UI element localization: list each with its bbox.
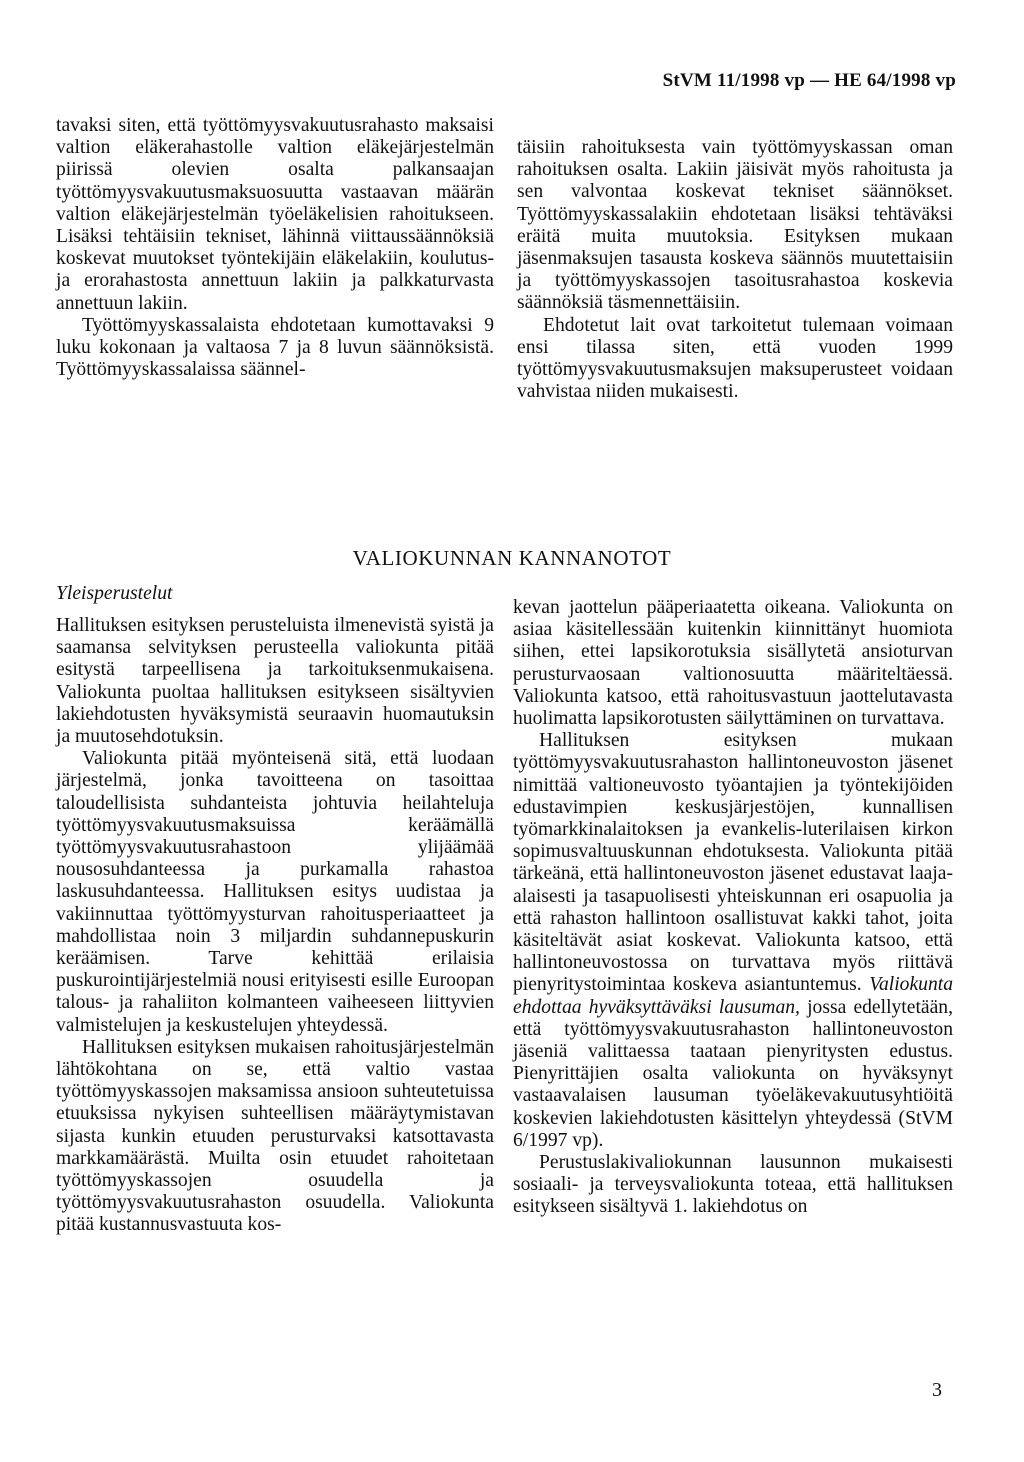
subheading: Yleisperustelut xyxy=(56,583,173,604)
page-number: 3 xyxy=(932,1379,942,1401)
paragraph: Perustuslakivaliokunnan lausunnon mukaisesti sosiaali- ja terveysvaliokunta toteaa, että hallituksen esitykseen sisältyvä 1. lakiehdotus on xyxy=(513,1152,953,1218)
italic-statement: Valiokunta ehdottaa hyväksyttäväksi lausuman, xyxy=(513,974,953,1018)
bottom-left-column xyxy=(56,583,494,1237)
paragraph-text: Hallituksen esityksen mukaan työttömyysvakuutusrahaston hallintoneuvoston jäsenet nimittää valtioneuvosto työantajien ja työntekijöiden edustavimpien keskusjärjestöjen, kunnallisen työmarkkinalaitoksen ja evankelis-luterilaisen kirkon sopimusvaltuuskunnan ehdotuksesta. Valiokunta pitää tärkeänä, että hallintoneuvoston jäsenet edustavat laaja-alaisesti ja tasapuolisesti yhteiskunnan eri osapuolia ja että rahaston hallintoon osallistuvat kakki tahot, joita käsiteltävät asiat koskevat. Valiokunta katsoo, että hallintoneuvostossa on turvattava myös riittävä pienyritystoimintaa koskeva asiantuntemus. xyxy=(513,730,953,996)
top-right-column xyxy=(517,137,953,403)
paragraph: kevan jaottelun pääperiaatetta oikeana. Valiokunta on asiaa käsitellessään kuitenkin kiinnittänyt huomiota siihen, ettei lapsikorotuksia sisällytetä ansioturvan perusturvaosaan valtionosuutta määriteltäessä. Valiokunta katsoo, että rahoitusvastuun jaottelutavasta huolimatta lapsikorotusten säilyttäminen on turvattava. xyxy=(513,597,953,730)
section-title: VALIOKUNNAN KANNANOTOT xyxy=(352,546,672,570)
running-header: StVM 11/1998 vp — HE 64/1998 vp xyxy=(662,70,956,91)
paragraph: Ehdotetut lait ovat tarkoitetut tulemaan voimaan ensi tilassa siten, että vuoden 1999 työttömyysvakuutusmaksujen maksuperusteet voidaan vahvistaa niiden mukaisesti. xyxy=(517,314,953,403)
paragraph: Työttömyyskassalaista ehdotetaan kumottavaksi 9 luku kokonaan ja valtaosa 7 ja 8 luvun säännöksistä. Työttömyyskassalaissa säännel- xyxy=(56,314,494,381)
paragraph: Hallituksen esityksen perusteluista ilmenevistä syistä ja saamansa selvityksen perusteella valiokunta pitää esitystä tarpeellisena ja tarkoituksenmukaisena. Valiokunta puoltaa hallituksen esitykseen sisältyvien lakiehdotusten hyväksymistä seuraavin huomautuksin ja muutosehdotuksin. xyxy=(56,615,494,748)
paragraph xyxy=(513,730,953,1152)
paragraph: täisiin rahoituksesta vain työttömyyskassan oman rahoituksen osalta. Lakiin jäisivät myös rahoitusta ja sen valvontaa koskevat tekniset säännökset. Työttömyyskassalakiin ehdotetaan lisäksi tehtäväksi eräitä muita muutoksia. Esityksen mukaan jäsenmaksujen tasausta koskeva säännös muutettaisiin ja työttömyyskassojen tasoitusrahastoa koskevia säännöksiä täsmennettäisiin. xyxy=(517,137,953,314)
paragraph: Hallituksen esityksen mukaisen rahoitusjärjestelmän lähtökohtana on se, että valtio vastaa työttömyyskassojen maksamissa ansioon suhteutetuissa etuuksissa nykyisen suhteellisen määräytymistavan sijasta kunkin etuuden perusturvaksi katsottavasta markkamäärästä. Muilta osin etuudet rahoitetaan työttömyyskassojen osuudella ja työttömyysvakuutusrahaston osuudella. Valiokunta pitää kustannusvastuuta kos- xyxy=(56,1036,494,1236)
bottom-right-column xyxy=(513,597,953,1219)
top-left-column xyxy=(56,115,494,381)
paragraph: tavaksi siten, että työttömyysvakuutusrahasto maksaisi valtion eläkerahastolle valtion eläkejärjestelmän piirissä olevien osalta palkansaajan työttömyysvakuutusmaksuosuutta vastaavan määrän valtion eläkejärjestelmän työeläkelisien rahoitukseen. Lisäksi tehtäisiin tekniset, lähinnä viittaussäännöksiä koskevat muutokset työntekijäin eläkelakiin, koulutus- ja erorahastosta annettuun lakiin ja palkkaturvasta annettuun lakiin. xyxy=(56,115,494,314)
paragraph: Valiokunta pitää myönteisenä sitä, että luodaan järjestelmä, jonka tavoitteena on tasoittaa taloudellisista suhdanteista johtuvia heilahteluja työttömyysvakuutusmaksuissa keräämällä työttömyysvakuutusrahastoon ylijäämää nousosuhdanteessa ja purkamalla rahastoa laskusuhdanteessa. Hallituksen esitys uudistaa ja vakiinnuttaa työttömyysturvan rahoitusperiaatteet ja mahdollistaa noin 3 miljardin suhdannepuskurin keräämisen. Tarve kehittää erilaisia puskurointijärjestelmiä nousi erityisesti esille Euroopan talous- ja rahaliiton kolmanteen vaiheeseen liittyvien valmistelujen ja keskustelujen yhteydessä. xyxy=(56,748,494,1036)
paragraph-text: jossa edellytetään, että työttömyysvakuutusrahaston hallintoneuvoston jäseniä valittaessa taataan pienyritysten edustus. Pienyrittäjien osalta valiokunta on hyväksynyt vastaavalaisen lausuman työeläkevakuutusyhtiöitä koskevien lakiehdotusten käsittelyn yhteydessä (StVM 6/1997 vp). xyxy=(513,996,953,1151)
